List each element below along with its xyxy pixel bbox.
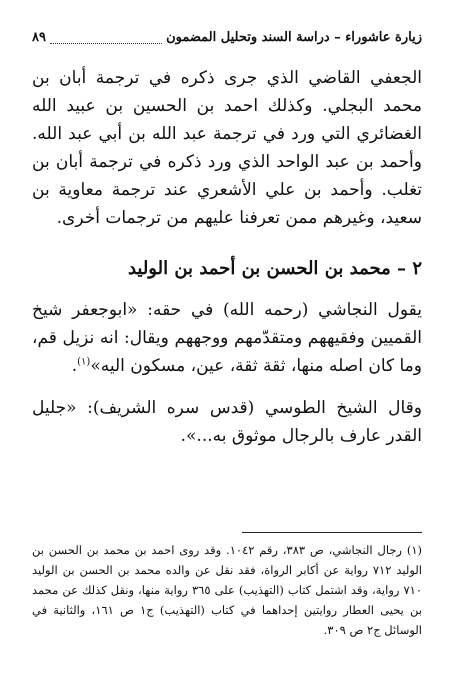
footnote-marker: (١) xyxy=(406,543,422,557)
running-header-dots xyxy=(50,33,162,44)
footnote-paragraph xyxy=(32,540,422,640)
paragraph-2-end: . xyxy=(71,356,78,376)
running-header xyxy=(32,26,422,50)
footnote xyxy=(32,540,422,640)
body-text xyxy=(32,64,422,450)
footnote-reference[interactable]: (١) xyxy=(77,356,91,368)
paragraph-1: الجعفي القاضي الذي جرى ذكره في ترجمة أبان بن محمد البجلي. وكذلك احمد بن الحسين بن عبيد الله الغضائري التي ورد في ترجمة عبد الله بن أبي عبد الله. وأحمد بن عبد الواحد الذي ورد ذكره في ترجمة أبان بن تغلب. وأحمد بن علي الأشعري عند ترجمة معاوية بن سعيد، وغيرهم ممن تعرفنا عليهم من ترجمات أخرى. xyxy=(32,68,422,228)
paragraph-3: وقال الشيخ الطوسي (قدس سره الشريف): «جليل القدر عارف بالرجال موثوق به...». xyxy=(32,398,422,446)
running-header-title: زيارة عاشوراء – دراسة السند وتحليل المضمون xyxy=(166,30,422,45)
paragraph-2 xyxy=(32,296,422,380)
page-number: ٨٩ xyxy=(32,30,46,45)
paragraph-2-text: يقول النجاشي (رحمه الله) في حقه: «ابوجعفر شيخ القميين وفقيههم ومتقدّمهم ووجههم ويقال: انه نزيل قم، وما كان اصله منها، ثقة ثقة، عين، مسكون اليه» xyxy=(32,300,422,376)
section-heading: ٢ – محمد بن الحسن بن أحمد بن الوليد xyxy=(127,258,422,279)
footnote-divider xyxy=(242,532,422,533)
footnote-text: رجال النجاشي، ص ٣٨٣، رقم ١٠٤٢. وقد روى احمد بن محمد بن الحسن بن الوليد ٧١٢ رواية عن أكابر الرواة، فقد نقل عن والده محمد بن الحسن بن الوليد ٧١٠ رواية، وقد اشتمل كتاب (التهذيب) على ٣٦٥ رواية منها، ونقل كذلك عن محمد بن يحيى العطار روايتين إحداهما في كتاب (التهذيب) ج١ ص ١٦١، والثانية في الوسائل ج٢ ص ٣٠٩. xyxy=(32,543,423,637)
